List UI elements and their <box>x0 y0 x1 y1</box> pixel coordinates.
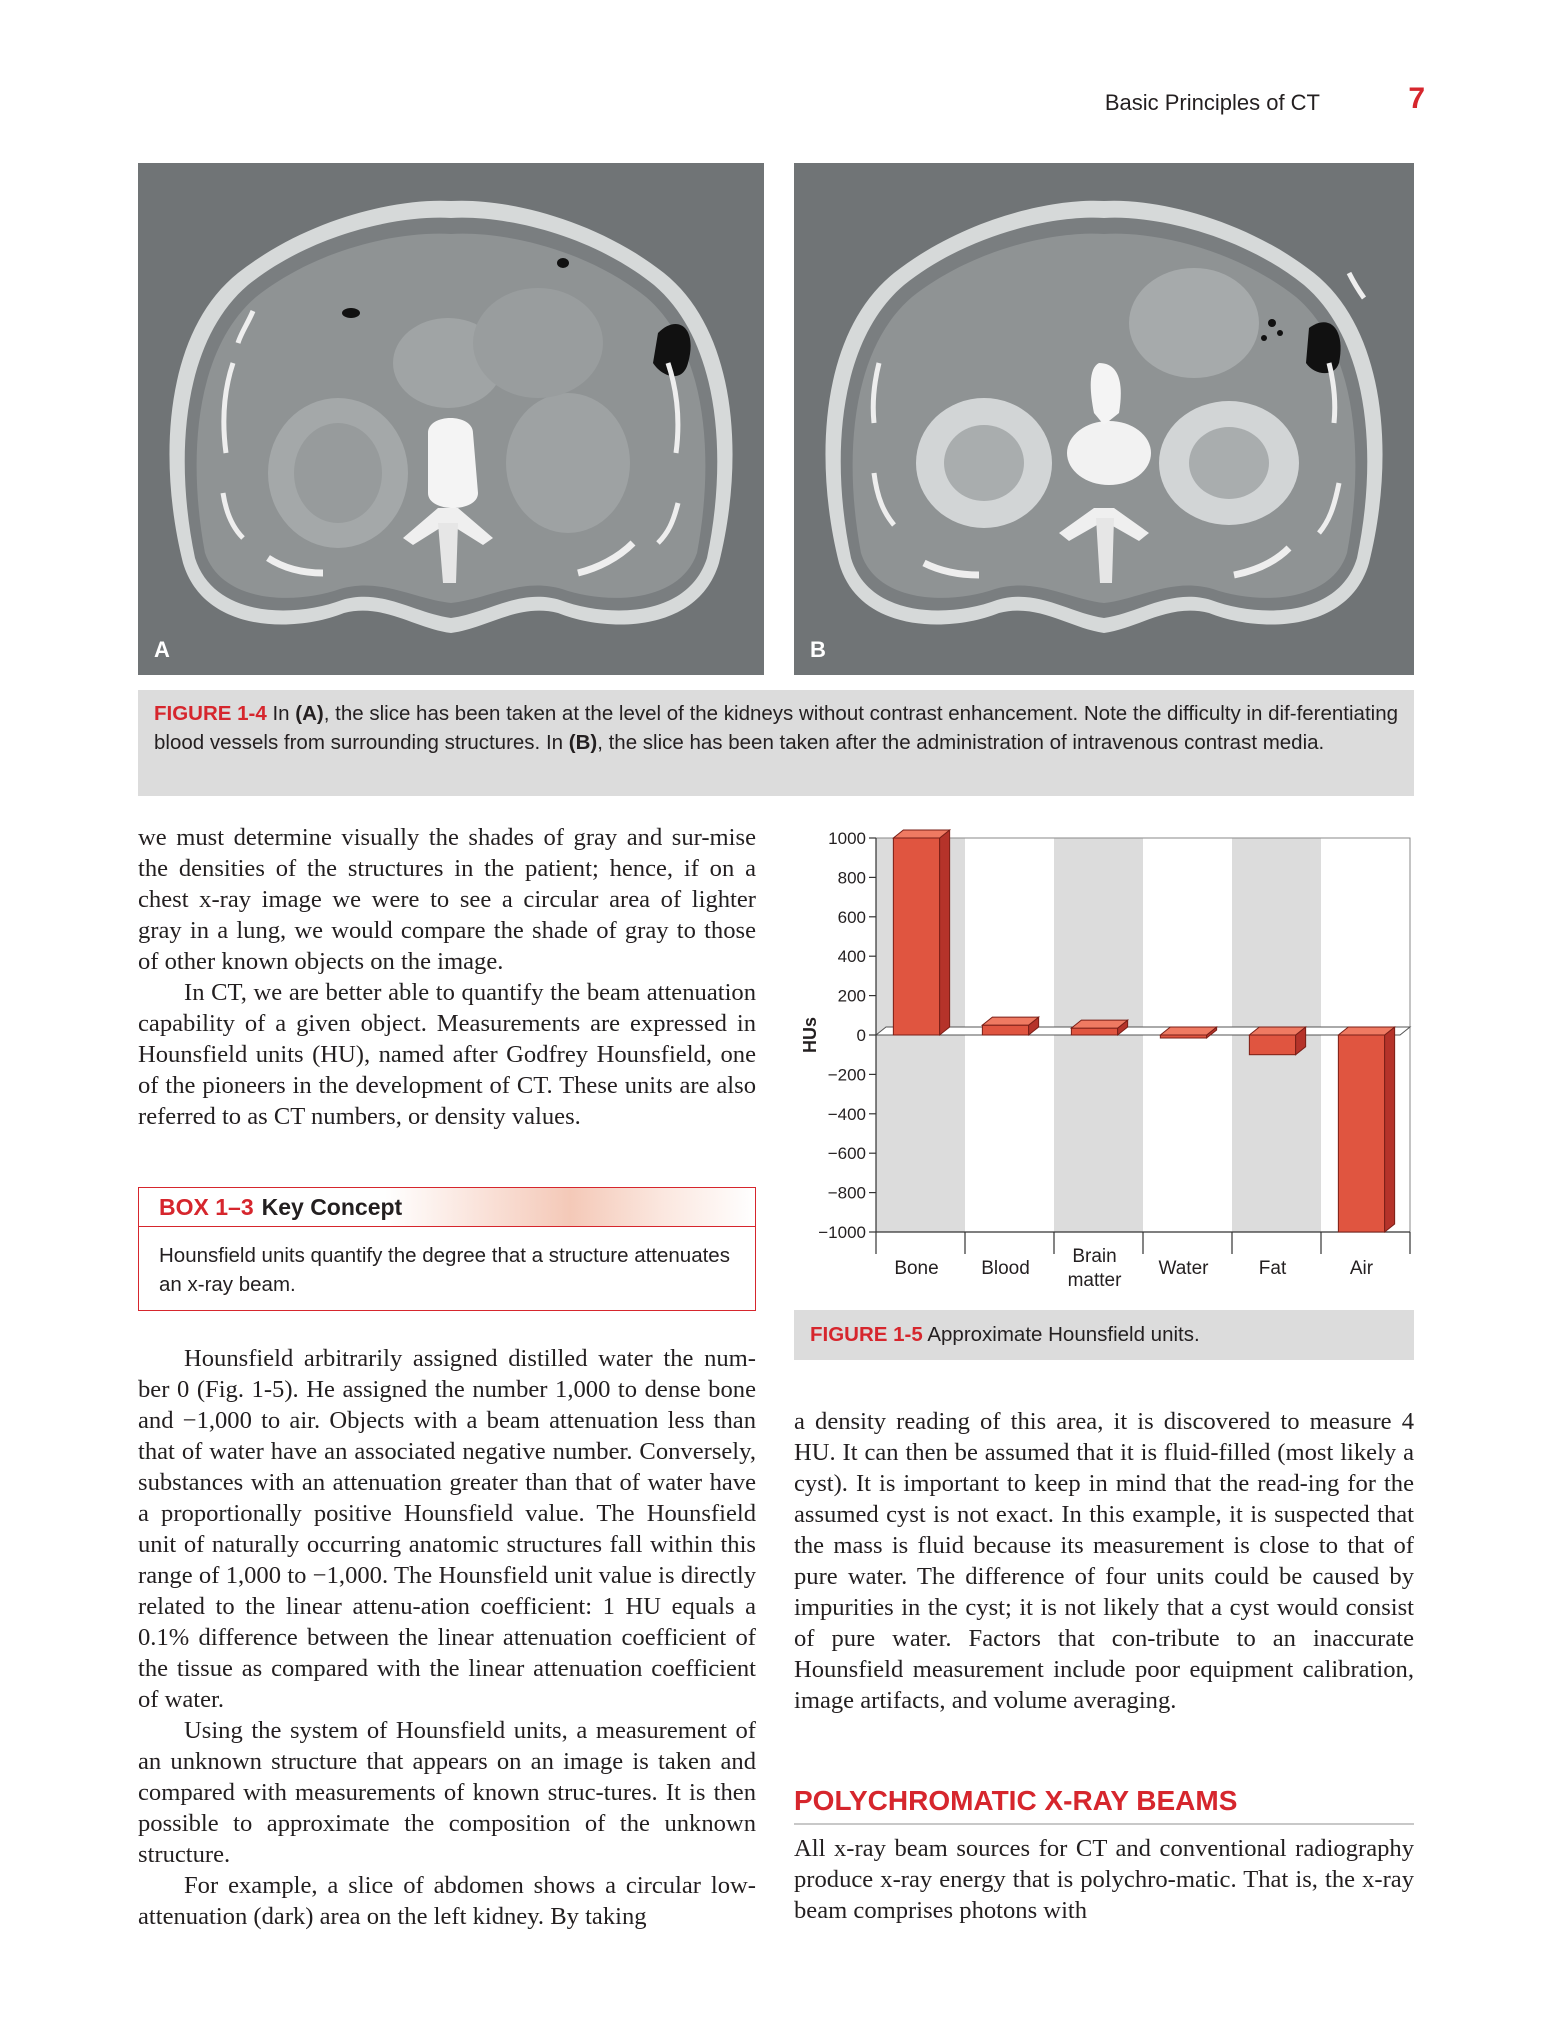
y-tick-label: −800 <box>827 1183 866 1203</box>
bar-top <box>893 830 949 838</box>
caption-text: Approximate Hounsfield units. <box>922 1323 1200 1346</box>
paragraph: a density reading of this area, it is discovered to measure 4 HU. It can then be assumed that it is fluid-filled (most likely a cyst). It is important to keep in mind that the read-ing for the assumed cyst is not exact. In this example, it is suspected that the mass is fluid because its measurement is close to that of pure water. The difference of four units could be caused by impurities in the cyst; it is not likely that a cyst would consist of pure water. Factors that con-tribute to an inaccurate Hounsfield measurement include poor equipment calibration, image artifacts, and volume averaging. <box>794 1408 1414 1714</box>
bar-brain-matter <box>1071 1028 1117 1035</box>
box-label: BOX 1–3 <box>159 1194 254 1220</box>
paragraph: Hounsfield arbitrarily assigned distilled water the num-ber 0 (Fig. 1-5). He assigned the number 1,000 to dense bone and −1,000 to air. Objects with a beam attenuation less than that of water have an associated negative number. Conversely, substances with an attenuation greater than that of water have a proportionally positive Hounsfield value. The Hounsfield unit of naturally occurring anatomic structures fall within this range of 1,000 to −1,000. The Hounsfield unit value is directly related to the linear attenu-ation coefficient: 1 HU equals a 0.1% difference between the linear attenuation coefficient of the tissue as compared with the linear attenuation coefficient of water. <box>138 1345 756 1713</box>
ct-image-panel-b <box>794 163 1414 675</box>
y-tick-label: 400 <box>837 947 866 967</box>
y-axis-label: HUs <box>800 1016 820 1054</box>
figure-1-5-caption <box>794 1310 1414 1360</box>
panel-label-a: A <box>154 637 170 662</box>
x-category-label: matter <box>1067 1270 1122 1291</box>
x-category-label: Fat <box>1258 1258 1287 1279</box>
bar-top <box>1160 1027 1216 1035</box>
body-text-right <box>794 1406 1414 1716</box>
x-category-label: Brain <box>1072 1246 1117 1267</box>
key-concept-box <box>138 1187 756 1311</box>
bar-bone <box>893 838 939 1035</box>
x-category-label: Blood <box>981 1258 1030 1279</box>
bar-fat <box>1249 1035 1295 1055</box>
figure-1-4-caption <box>138 690 1414 796</box>
section-heading: POLYCHROMATIC X-RAY BEAMS <box>794 1785 1414 1825</box>
y-tick-label: 1000 <box>828 829 866 848</box>
caption-text: In <box>266 702 296 725</box>
x-category-label: Air <box>1349 1258 1374 1279</box>
y-tick-label: 200 <box>837 986 866 1006</box>
paragraph: we must determine visually the shades of gray and sur-mise the densities of the structures in the patient; hence, if on a chest x-ray image we were to see a circular area of lighter gray in a lung, we would compare the shade of gray to those of other known objects on the image. <box>138 824 756 975</box>
ct-image-panel-a <box>138 163 764 675</box>
y-tick-label: 600 <box>837 907 866 927</box>
x-category-label: Water <box>1158 1258 1209 1279</box>
y-tick-label: 800 <box>837 868 866 888</box>
y-tick-label: −1000 <box>818 1223 866 1242</box>
running-head: Basic Principles of CT <box>1104 90 1320 115</box>
caption-text: , the slice has been taken at the level of the kidneys without contrast enhancement. Note the difficulty in dif-ferentiating blood vessels from surrounding structures. In <box>154 702 1398 754</box>
bar-top <box>1071 1020 1127 1028</box>
page-number: 7 <box>1408 82 1425 115</box>
x-category-label: Bone <box>894 1258 939 1279</box>
paragraph: All x-ray beam sources for CT and conventional radiography produce x-ray energy that is polychro-matic. That is, the x-ray beam comprises photons with <box>794 1835 1414 1924</box>
bar-top <box>1338 1027 1394 1035</box>
caption-ref-a: (A) <box>295 702 324 725</box>
figure-1-4-label: FIGURE 1-4 <box>154 702 267 725</box>
key-concept-title <box>159 1194 402 1221</box>
panel-label-b: B <box>810 637 826 662</box>
paragraph: In CT, we are better able to quantify the beam attenuation capability of a given object. Measurements are expressed in Hounsfield units (HU), named after Godfrey Hounsfield, one of the pioneers in the development of CT. These units are also referred to as CT numbers, or density values. <box>138 979 756 1130</box>
bar-side <box>1385 1027 1395 1232</box>
ct-scan-unenhanced <box>138 163 764 675</box>
box-title: Key Concept <box>261 1194 403 1220</box>
body-text-left-top <box>138 822 756 1132</box>
y-tick-label: 0 <box>856 1026 866 1045</box>
zero-plane <box>876 1027 1410 1035</box>
bar-top <box>982 1017 1038 1025</box>
bar-side <box>940 830 950 1035</box>
hounsfield-unit-bar-chart <box>794 826 1414 1296</box>
paragraph: Using the system of Hounsfield units, a measurement of an unknown structure that appears on an image is taken and compared with measurements of known struc-tures. It is then possible to approximate the composition of the unknown structure. <box>138 1717 756 1868</box>
bar-top <box>1249 1027 1305 1035</box>
body-text-right-section <box>794 1833 1414 1926</box>
bar-blood <box>982 1025 1028 1035</box>
y-tick-label: −600 <box>827 1144 866 1164</box>
key-concept-text: Hounsfield units quantify the degree that a structure attenuates an x-ray beam. <box>159 1244 730 1296</box>
bar-air <box>1338 1035 1384 1232</box>
y-tick-label: −400 <box>827 1104 866 1124</box>
body-text-left-bottom <box>138 1343 756 1932</box>
ct-scan-contrast-enhanced <box>794 163 1414 675</box>
caption-ref-b: (B) <box>568 731 598 754</box>
caption-text: , the slice has been taken after the administration of intravenous contrast media. <box>597 731 1325 754</box>
figure-1-5-label: FIGURE 1-5 <box>810 1323 923 1346</box>
y-tick-label: −200 <box>827 1065 866 1085</box>
paragraph: For example, a slice of abdomen shows a circular low-attenuation (dark) area on the left kidney. By taking <box>138 1872 756 1930</box>
key-concept-header <box>139 1188 755 1227</box>
